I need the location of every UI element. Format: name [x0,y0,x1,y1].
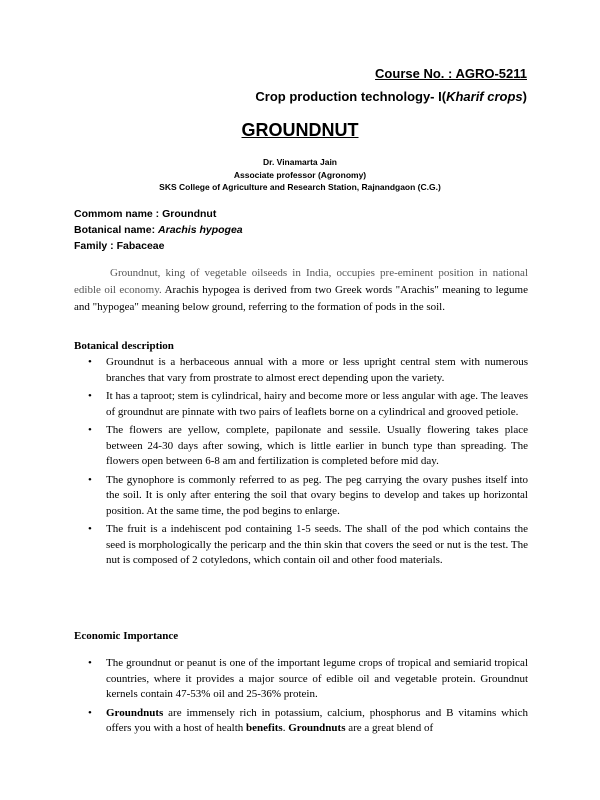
family-label: Family : [74,240,117,252]
botanical-name-label: Botanical name: [74,224,159,236]
bullet-icon: • [88,424,92,436]
course-number: Course No. : AGRO-5211 [375,66,527,81]
family-value: Fabaceae [116,240,165,252]
page-title: GROUNDNUT [241,120,359,140]
economic-heading: Economic Importance [74,630,179,642]
botanical-list [74,355,528,572]
intro-part-2: Arachis hypogea is derived from two Greek words "Arachis" meaning to legume and "hypogea" meaning below ground, referring to the formation of pods in the soil. [74,284,528,313]
botanical-heading: Botanical description [74,340,174,352]
list-item-text: are a great blend of [345,722,434,734]
crop-meta [74,206,243,254]
list-item [74,423,528,470]
botanical-name-value: Arachis hypogea [158,224,243,236]
bullet-icon: • [88,657,92,669]
author-name: Dr. Vinamarta Jain [262,157,338,167]
bullet-icon: • [88,706,92,719]
list-item-text: The gynophore is commonly referred to as peg. The peg carrying the ovary pushes itself into the soil. It is only after entering the soil that ovary begins to develop and takes up horizontal position. At the same time, the pod begins to enlarge. [106,473,528,517]
intro-part-1: Groundnut, king of vegetable oilseeds in India, occupies pre-eminent position in national edible oil economy. [74,267,528,296]
bullet-icon: • [88,473,92,486]
author-role: Associate professor (Agronomy) [233,169,367,180]
bold-term: Groundnuts [288,722,346,734]
list-item-text: The flowers are yellow, complete, papilonate and sessile. Usually flowering takes place between 24-30 days after sowing, which is little earlier in bunch type than spreading. The flowers open between 6-8 am and fertilization is completed before mid day. [106,424,528,467]
bold-term: benefits [246,722,283,734]
list-item [74,355,528,386]
intro-paragraph [74,265,528,316]
bold-term: Groundnuts [106,706,164,719]
list-item-text: are immensely rich in potassium, calcium, phosphorus and B vitamins which offers you with a host of health [106,706,528,734]
course-subject [255,89,527,104]
botanical-name-line [74,222,243,238]
list-item [74,656,528,703]
family-line [74,238,243,254]
list-item-text: Groundnut is a herbaceous annual with a more or less upright central stem with numerous branches that vary from prostrate to almost erect depending upon the variety. [106,356,528,384]
list-item-text: . [282,722,289,734]
author-institution: SKS College of Agriculture and Research Station, Rajnandgaon (C.G.) [159,182,441,192]
list-item-text: The fruit is a indehiscent pod containing 1-5 seeds. The shall of the pod which contains the seed is morphologically the pericarp and the thin skin that covers the seed or nut is the test. The nut is composed of 2 cotyledons, which contain oil and other food materials. [106,523,528,566]
bullet-icon: • [88,356,92,368]
list-item [74,706,528,737]
bullet-icon: • [88,390,92,402]
common-name-label: Commom name : [74,208,163,220]
economic-list [74,656,528,740]
list-item [74,473,528,520]
common-name-value: Groundnut [162,208,217,220]
list-item-text: It has a taproot; stem is cylindrical, hairy and become more or less angular with age. The leaves of groundnut are pinnate with two pairs of leaflets borne on a cylindrical and grooved petiole. [106,390,528,418]
list-item [74,389,528,420]
subject-italic: Kharif crops [446,89,523,104]
list-item-text: The groundnut or peanut is one of the important legume crops of tropical and semiarid tropical countries, where it provides a major source of edible oil and vegetable protein. Groundnut kernels contain 47-53% oil and 25-36% protein. [106,657,528,700]
subject-prefix: Crop production technology- I( [255,89,447,104]
author-block [0,156,600,194]
common-name-line [74,206,243,222]
list-item [74,522,528,569]
bullet-icon: • [88,523,92,535]
subject-suffix: ) [522,89,527,104]
